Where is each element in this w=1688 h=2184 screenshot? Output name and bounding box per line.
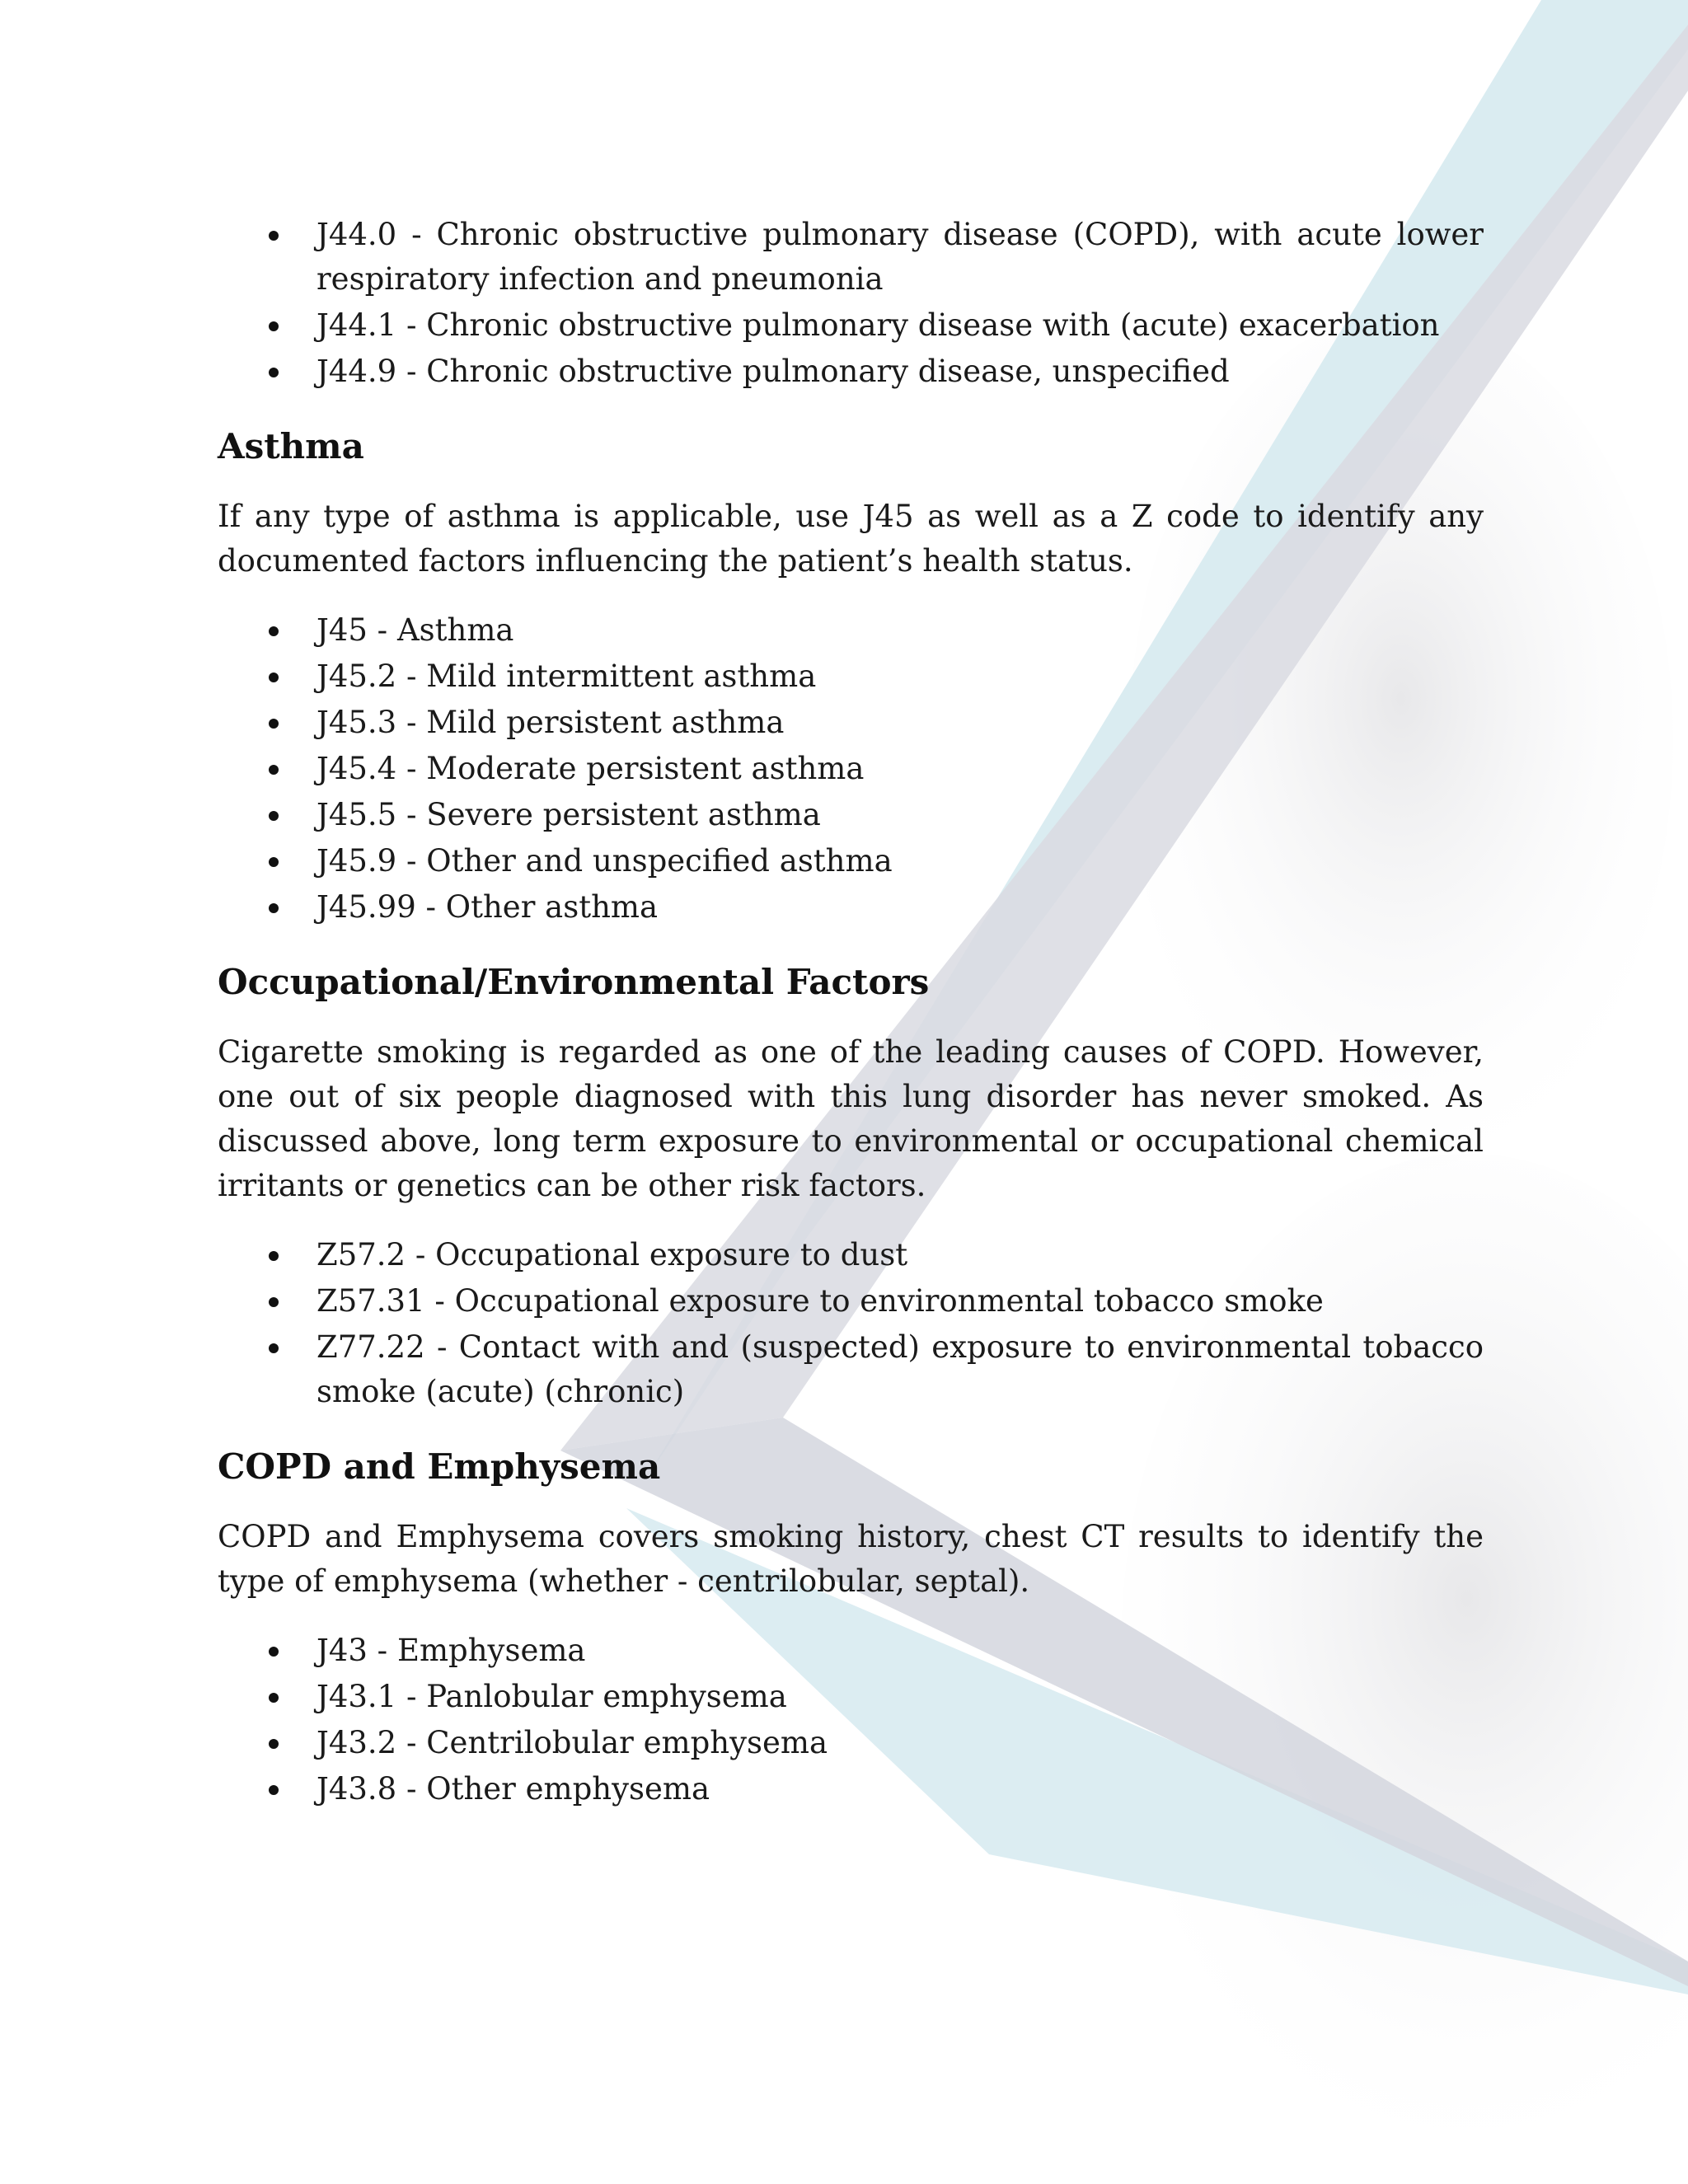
list-item: J45.4 - Moderate persistent asthma [218,747,1484,791]
list-item: J43 - Emphysema [218,1629,1484,1673]
heading-asthma: Asthma [218,426,364,466]
list-item: J43.8 - Other emphysema [218,1767,1484,1811]
list-item: Z77.22 - Contact with and (suspected) exposure to environmental tobacco smoke (acute) (chronic) [218,1325,1484,1414]
list-item: J45 - Asthma [218,608,1484,653]
copd-code-list [218,213,1484,394]
list-item: J45.99 - Other asthma [218,885,1484,930]
paragraph-asthma: If any type of asthma is applicable, use J45 as well as a Z code to identify any documented factors influencing the patient’s health status. [218,499,1484,579]
list-item: J43.1 - Panlobular emphysema [218,1675,1484,1719]
document-body [218,213,1484,1813]
emphysema-code-list [218,1629,1484,1811]
paragraph-occupational-factors: Cigarette smoking is regarded as one of the leading causes of COPD. However, one out of six people diagnosed with this lung disorder has never smoked. As discussed above, long term exposure to environmental or occupational chemical irritants or genetics can be other risk factors. [218,1034,1484,1203]
list-item: J45.9 - Other and unspecified asthma [218,839,1484,883]
list-item: J44.1 - Chronic obstructive pulmonary disease with (acute) exacerbation [218,303,1484,348]
list-item: Z57.31 - Occupational exposure to environmental tobacco smoke [218,1279,1484,1324]
list-item: J44.0 - Chronic obstructive pulmonary disease (COPD), with acute lower respiratory infection and pneumonia [218,213,1484,302]
list-item: J45.2 - Mild intermittent asthma [218,654,1484,699]
occupational-code-list [218,1233,1484,1414]
list-item: J43.2 - Centrilobular emphysema [218,1721,1484,1765]
heading-occupational-factors: Occupational/Environmental Factors [218,962,930,1002]
list-item: J44.9 - Chronic obstructive pulmonary disease, unspecified [218,349,1484,394]
paragraph-copd-emphysema: COPD and Emphysema covers smoking history, chest CT results to identify the type of emphysema (whether - centrilobular, septal). [218,1519,1484,1599]
heading-copd-emphysema: COPD and Emphysema [218,1446,661,1487]
asthma-code-list [218,608,1484,930]
list-item: J45.3 - Mild persistent asthma [218,701,1484,745]
list-item: Z57.2 - Occupational exposure to dust [218,1233,1484,1277]
list-item: J45.5 - Severe persistent asthma [218,793,1484,837]
